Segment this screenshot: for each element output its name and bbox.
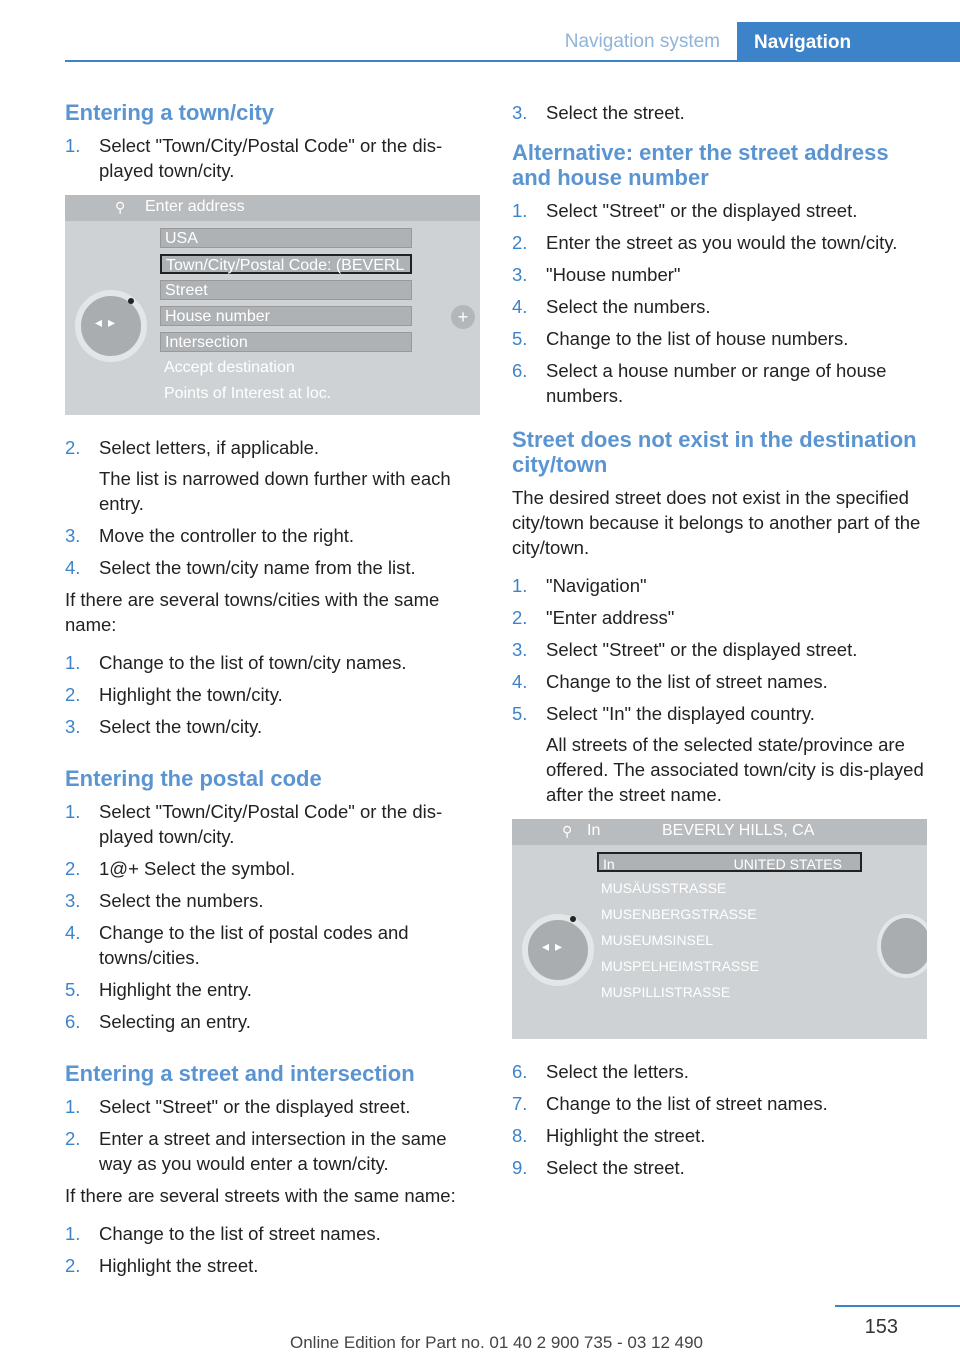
- step-item: [65, 435, 480, 516]
- step-number: 4.: [65, 922, 81, 943]
- step-item: [65, 133, 480, 183]
- search-icon: ⚲: [115, 199, 126, 215]
- arrows-icon: ◂▸: [95, 314, 122, 330]
- step-number: 3.: [65, 716, 81, 737]
- heading-street-not-exist: Street does not exist in the destination city/town: [512, 427, 917, 477]
- screen-title: Enter address: [145, 198, 245, 215]
- street-menu: [597, 852, 862, 1008]
- selected-value: UNITED STATES: [733, 856, 842, 872]
- step-item: [65, 682, 480, 707]
- step-text: Select the town/city.: [99, 716, 263, 737]
- step-number: 8.: [512, 1125, 528, 1146]
- step-text: "Navigation": [546, 575, 647, 596]
- step-item: [65, 977, 480, 1002]
- menu-item: Street: [160, 280, 412, 300]
- step-text: Select the letters.: [546, 1061, 689, 1082]
- step-number: 3.: [65, 890, 81, 911]
- controller-knob: [75, 290, 147, 362]
- step-text: Select the street.: [546, 102, 685, 123]
- steps-postal: [65, 799, 480, 1034]
- header-rule: [65, 60, 960, 62]
- step-text: Select letters, if applicable.: [99, 437, 320, 458]
- step-text: Change to the list of street names.: [99, 1223, 381, 1244]
- steps-letters: [512, 1059, 927, 1180]
- screenshot-in-country: [512, 819, 927, 1039]
- step-item: [65, 1126, 480, 1176]
- step-text: Select the numbers.: [99, 890, 264, 911]
- step-item: [512, 1059, 927, 1084]
- step-item: [65, 714, 480, 739]
- paragraph-street-not-exist: The desired street does not exist in the specified city/town because it belongs to another part of the city/town.: [512, 487, 921, 558]
- step-number: 3.: [512, 102, 528, 123]
- screen-title-bar: [512, 819, 927, 845]
- step-number: 6.: [512, 1061, 528, 1082]
- page-number: 153: [864, 1316, 898, 1338]
- step-number: 2.: [65, 1255, 81, 1276]
- step-item: [512, 701, 927, 807]
- step-number: 3.: [512, 264, 528, 285]
- step-number: 2.: [65, 1128, 81, 1149]
- running-header-chapter: Navigation: [737, 22, 960, 62]
- step-item: [512, 326, 927, 351]
- step-item: [512, 1123, 927, 1148]
- step-item: [512, 669, 927, 694]
- step-text: Select the town/city name from the list.: [99, 557, 416, 578]
- step-number: 6.: [512, 360, 528, 381]
- menu-item: Accept destination: [164, 359, 295, 376]
- step-text: Select "Town/City/Postal Code" or the dis-played town/city.: [99, 801, 443, 847]
- step-number: 2.: [65, 437, 81, 458]
- menu-item: MUSÄUSSTRASSE: [601, 880, 727, 896]
- pointer-dot: [128, 298, 134, 304]
- running-header-section: Navigation system: [564, 31, 720, 52]
- menu-item: MUSENBERGSTRASSE: [601, 906, 757, 922]
- arrows-icon: ◂▸: [542, 938, 569, 954]
- footer-rule: [835, 1305, 960, 1307]
- step-number: 4.: [65, 557, 81, 578]
- step-item: [65, 1253, 480, 1278]
- step-text: Select "In" the displayed country.: [546, 703, 815, 724]
- step-item: [65, 1221, 480, 1246]
- step-text: Change to the list of street names.: [546, 671, 828, 692]
- step-note: The list is narrowed down further with each entry.: [99, 468, 451, 514]
- step-item: [65, 888, 480, 913]
- step-number: 3.: [512, 639, 528, 660]
- steps-street-1: [65, 1094, 480, 1176]
- screen-title-bar: [65, 195, 480, 221]
- steps-town-3: [65, 650, 480, 739]
- step-item: [512, 1155, 927, 1180]
- menu-item: MUSPILLISTRASSE: [601, 984, 731, 1000]
- step-text: Change to the list of postal codes and towns/cities.: [99, 922, 409, 968]
- step-text: Change to the list of house numbers.: [546, 328, 849, 349]
- step-text: Selecting an entry.: [99, 1011, 251, 1032]
- step-text: Select the street.: [546, 1157, 685, 1178]
- step-text: Move the controller to the right.: [99, 525, 355, 546]
- screen-city: BEVERLY HILLS, CA: [662, 822, 815, 839]
- step-item: [512, 294, 927, 319]
- step-number: 3.: [65, 525, 81, 546]
- step-text: Change to the list of street names.: [546, 1093, 828, 1114]
- selected-label: In: [603, 856, 615, 872]
- heading-entering-town: Entering a town/city: [65, 100, 275, 125]
- step-text: Select a house number or range of house numbers.: [546, 360, 887, 406]
- step-text: Select "Street" or the displayed street.: [99, 1096, 411, 1117]
- menu-item-selected: Town/City/Postal Code: (BEVERL: [160, 254, 412, 274]
- step-text: "Enter address": [546, 607, 675, 628]
- step-text: 1@+ Select the symbol.: [99, 858, 296, 879]
- step-text: Highlight the town/city.: [99, 684, 283, 705]
- steps-not-exist: [512, 573, 927, 807]
- step-item: [512, 637, 927, 662]
- step-item: [65, 555, 480, 580]
- step-item: [512, 100, 927, 125]
- step-number: 5.: [65, 979, 81, 1000]
- step-number: 1.: [512, 575, 528, 596]
- step-number: 4.: [512, 296, 528, 317]
- step-item: [512, 605, 927, 630]
- step-number: 1.: [65, 135, 81, 156]
- screen-title: In: [587, 822, 601, 839]
- step-item: [512, 230, 927, 255]
- step-text: Change to the list of town/city names.: [99, 652, 407, 673]
- step-number: 9.: [512, 1157, 528, 1178]
- step-item: [512, 262, 927, 287]
- address-menu: [160, 228, 412, 410]
- step-text: Highlight the street.: [99, 1255, 259, 1276]
- screenshot-enter-address: [65, 195, 480, 415]
- right-column: [512, 100, 927, 1187]
- step-text: Select "Street" or the displayed street.: [546, 639, 858, 660]
- step-note: All streets of the selected state/province are offered. The associated town/city is dis-played after the street name.: [546, 734, 924, 805]
- step-text: Enter the street as you would the town/city.: [546, 232, 898, 253]
- menu-item: Points of Interest at loc.: [164, 385, 332, 402]
- plus-icon: +: [451, 305, 475, 329]
- footer-edition: Online Edition for Part no. 01 40 2 900 735 - 03 12 490: [290, 1333, 704, 1352]
- step-text: "House number": [546, 264, 681, 285]
- menu-item-selected: [597, 852, 862, 872]
- step-item: [512, 358, 927, 408]
- step-item: [65, 650, 480, 675]
- step-item: [65, 920, 480, 970]
- heading-postal-code: Entering the postal code: [65, 766, 322, 791]
- step-text: Enter a street and intersection in the same way as you would enter a town/city.: [99, 1128, 447, 1174]
- right-knob: [877, 914, 927, 978]
- steps-house-number: [512, 198, 927, 408]
- step-text: Highlight the street.: [546, 1125, 706, 1146]
- menu-item: USA: [160, 228, 412, 248]
- step-item: [512, 573, 927, 598]
- step-item: [65, 1009, 480, 1034]
- left-column: [65, 100, 480, 1285]
- paragraph-several-streets: If there are several streets with the same name:: [65, 1185, 456, 1206]
- step-text: Highlight the entry.: [99, 979, 252, 1000]
- step-number: 1.: [65, 652, 81, 673]
- step-number: 2.: [65, 684, 81, 705]
- heading-alternative: Alternative: enter the street address and house number: [512, 140, 889, 190]
- search-icon: ⚲: [562, 823, 573, 839]
- step-number: 1.: [512, 200, 528, 221]
- step-number: 2.: [65, 858, 81, 879]
- menu-item: MUSEUMSINSEL: [601, 932, 714, 948]
- step-number: 2.: [512, 607, 528, 628]
- step-item: [65, 523, 480, 548]
- step-number: 1.: [65, 801, 81, 822]
- step-item: [65, 799, 480, 849]
- heading-street-intersection: Entering a street and intersection: [65, 1061, 415, 1086]
- menu-item: House number: [160, 306, 412, 326]
- paragraph-several-towns: If there are several towns/cities with the same name:: [65, 589, 440, 635]
- steps-town-2: [65, 435, 480, 580]
- step-text: Select the numbers.: [546, 296, 711, 317]
- menu-item: MUSPELHEIMSTRASSE: [601, 958, 759, 974]
- step-text: Select "Street" or the displayed street.: [546, 200, 858, 221]
- step-number: 5.: [512, 703, 528, 724]
- step-number: 4.: [512, 671, 528, 692]
- steps-town-1: [65, 133, 480, 183]
- step-number: 6.: [65, 1011, 81, 1032]
- step-number: 1.: [65, 1096, 81, 1117]
- pointer-dot: [570, 916, 576, 922]
- controller-knob: [522, 914, 594, 986]
- step-text: Select "Town/City/Postal Code" or the dis-played town/city.: [99, 135, 443, 181]
- step-item: [65, 856, 480, 881]
- menu-item: Intersection: [160, 332, 412, 352]
- step-item: [512, 1091, 927, 1116]
- steps-street-3: [512, 100, 927, 125]
- steps-street-2: [65, 1221, 480, 1278]
- step-item: [65, 1094, 480, 1119]
- step-number: 2.: [512, 232, 528, 253]
- step-number: 7.: [512, 1093, 528, 1114]
- step-item: [512, 198, 927, 223]
- step-number: 1.: [65, 1223, 81, 1244]
- step-number: 5.: [512, 328, 528, 349]
